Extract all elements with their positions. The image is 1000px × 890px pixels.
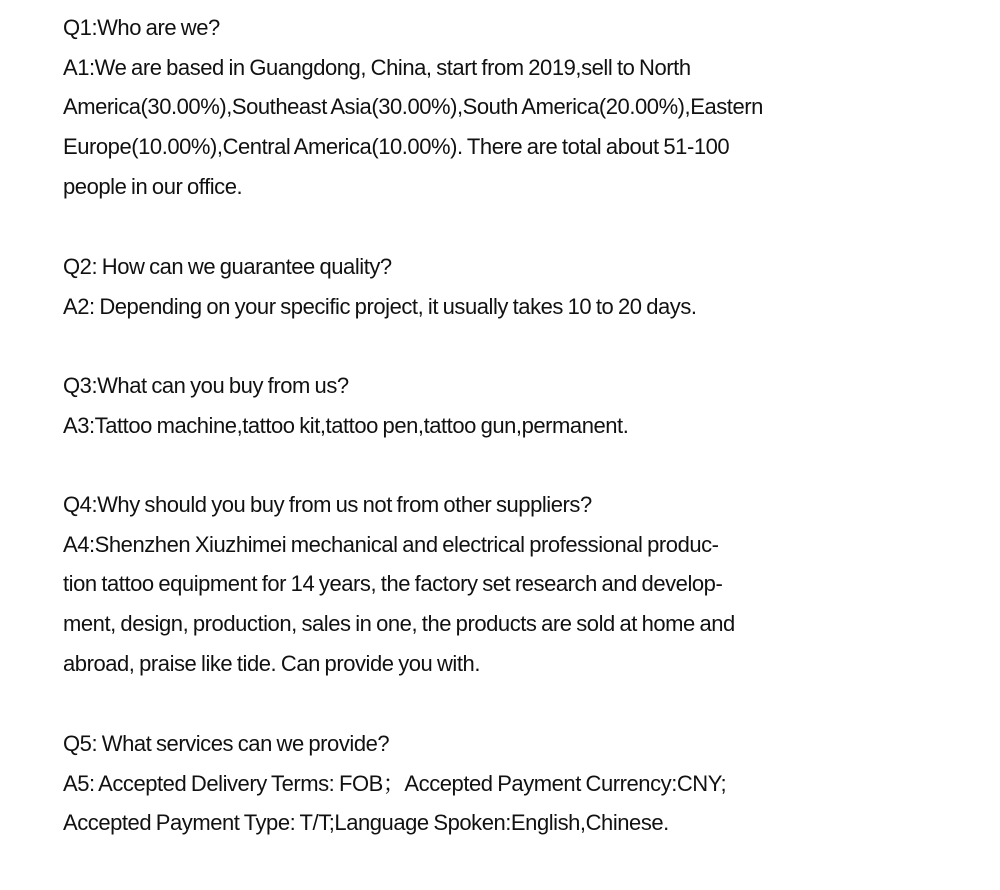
faq-item-products [63,366,863,445]
answer-3: A3:Tattoo machine,tattoo kit,tattoo pen,tattoo gun,permanent. [63,412,629,438]
answer-1-line-2: America(30.00%),Southeast Asia(30.00%),South America(20.00%),Eastern [63,94,763,120]
faq-item-quality [63,247,863,326]
answer-1-line-1: A1:We are based in Guangdong, China, start from 2019,sell to North [63,54,691,80]
answer-4-line-1: A4:Shenzhen Xiuzhimei mechanical and electrical professional produc- [63,531,719,557]
answer-4-line-4: abroad, praise like tide. Can provide you with. [63,650,480,676]
faq-item-who-are-we [63,8,863,207]
question-3: Q3:What can you buy from us? [63,373,349,398]
question-1: Q1:Who are we? [63,15,220,40]
question-5: Q5: What services can we provide? [63,731,390,756]
answer-4-line-2: tion tattoo equipment for 14 years, the factory set research and develop- [63,571,723,597]
answer-1-line-3: Europe(10.00%),Central America(10.00%). There are total about 51-100 [63,134,730,160]
answer-5-line-1: A5: Accepted Delivery Terms: FOB；Accepted Payment Currency:CNY; [63,770,727,796]
faq-item-why-us [63,485,863,684]
answer-1-line-4: people in our office. [63,173,243,199]
question-4: Q4:Why should you buy from us not from other suppliers? [63,492,592,517]
answer-5-line-2: Accepted Payment Type: T/T;Language Spoken:English,Chinese. [63,810,669,836]
faq-item-services [63,724,863,843]
answer-2: A2: Depending on your specific project, it usually takes 10 to 20 days. [63,293,697,319]
question-2: Q2: How can we guarantee quality? [63,254,392,279]
answer-4-line-3: ment, design, production, sales in one, the products are sold at home and [63,611,735,637]
